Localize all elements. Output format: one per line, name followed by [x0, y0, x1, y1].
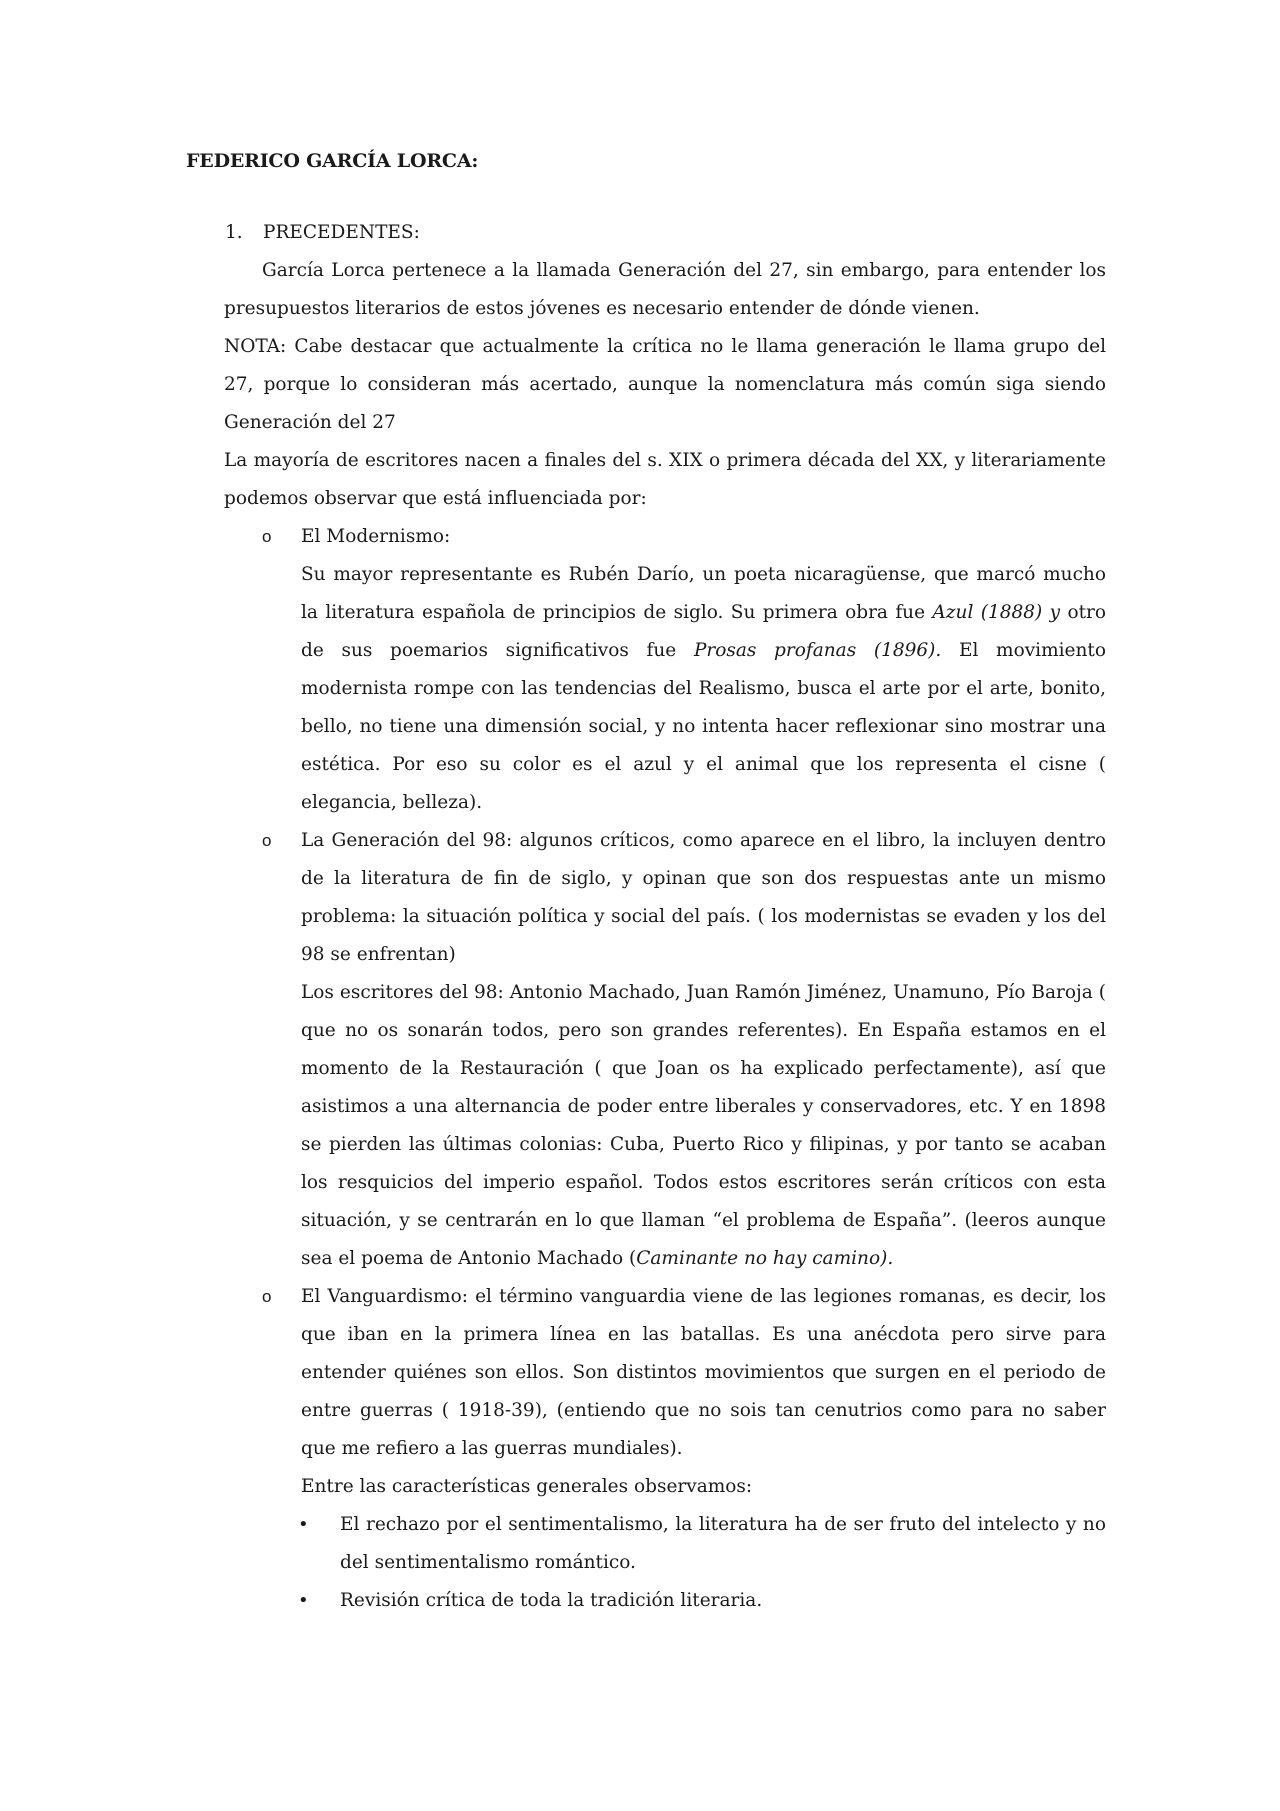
section-number: 1. [225, 222, 243, 243]
gen98-text: Los escritores del 98: Antonio Machado, Juan Ramón Jiménez, Unamuno, Pío Baroja ( que no os sonarán todos, pero son grandes referentes). En España estamos en el momento de la Restauración ( que Joan os ha explicado perfectamente), así que asistimos a una alternancia de poder entre liberales y conservadores, etc. Y en 1898 se pierden las últimas colonias: Cuba, Puerto Rico y filipinas, y por tanto se acaban los resquicios del imperio español. Todos estos escritores serán críticos con esta situación, y se centrarán en lo que llaman “el problema de España”. (leeros aunque sea el poema de Antonio Machado ( [301, 982, 1106, 1269]
modernismo-text-3: El movimiento modernista rompe con las tendencias del Realismo, busca el arte por el arte, bonito, bello, no tiene una dimensión social, y no intenta hacer reflexionar sino mostrar una estética. Por eso su color es el azul y el animal que los representa el cisne ( elegancia, belleza). [301, 640, 1106, 813]
document-page [186, 150, 1106, 1620]
section-heading [224, 214, 1106, 252]
list-item [262, 1506, 1106, 1582]
gen98-paragraph-2 [301, 974, 1106, 1278]
section-heading-text: PRECEDENTES: [263, 222, 420, 243]
document-title: FEDERICO GARCÍA LORCA: [186, 150, 479, 172]
modernismo-text-1: Su mayor representante es Rubén Darío, un poeta nicaragüense, que marcó mucho la literatura española de principios de siglo. Su primera obra fue [301, 564, 1106, 623]
caracteristicas-intro: Entre las características generales observamos: [301, 1476, 753, 1497]
list-item-vanguardismo [224, 1278, 1106, 1506]
caracteristicas-list [262, 1506, 1106, 1620]
poem-title: Caminante no hay camino). [636, 1248, 894, 1269]
list-item [262, 1582, 1106, 1620]
circle-bullet-icon: o [262, 527, 272, 546]
modernismo-paragraph [301, 556, 1106, 822]
caracteristica-text: El rechazo por el sentimentalismo, la literatura ha de ser fruto del intelecto y no del sentimentalismo romántico. [340, 1514, 1106, 1573]
work-title-prosas: Prosas profanas (1896). [693, 640, 942, 661]
circle-bullet-icon: o [262, 831, 272, 850]
list-item-modernismo [224, 518, 1106, 822]
mayoria-paragraph: La mayoría de escritores nacen a finales del s. XIX o primera década del XX, y literariamente podemos observar que está influenciada por: [224, 450, 1106, 509]
section-precedentes [224, 214, 1106, 1620]
dot-bullet-icon: • [298, 1514, 309, 1535]
vanguardismo-paragraph: El Vanguardismo: el término vanguardia viene de las legiones romanas, es decir, los que iban en la primera línea en las batallas. Es una anécdota pero sirve para entender quiénes son ellos. Son distintos movimientos que surgen en el periodo de entre guerras ( 1918-39), (entiendo que no sois tan cenutrios como para no saber que me refiero a las guerras mundiales). [301, 1286, 1106, 1459]
nota-paragraph: NOTA: Cabe destacar que actualmente la crítica no le llama generación le llama grupo del 27, porque lo consideran más acertado, aunque la nomenclatura más común siga siendo Generación del 27 [224, 336, 1106, 433]
circle-bullet-icon: o [262, 1287, 272, 1306]
influences-list [224, 518, 1106, 1506]
intro-paragraph: García Lorca pertenece a la llamada Generación del 27, sin embargo, para entender los presupuestos literarios de estos jóvenes es necesario entender de dónde vienen. [224, 260, 1106, 319]
gen98-paragraph-1: La Generación del 98: algunos críticos, como aparece en el libro, la incluyen dentro de la literatura de fin de siglo, y opinan que son dos respuestas ante un mismo problema: la situación política y social del país. ( los modernistas se evaden y los del 98 se enfrentan) [301, 830, 1106, 965]
caracteristica-text: Revisión crítica de toda la tradición literaria. [340, 1590, 763, 1611]
modernismo-label: El Modernismo: [301, 526, 451, 547]
work-title-azul: Azul (1888) y [932, 602, 1061, 623]
list-item-generacion-98 [224, 822, 1106, 1278]
dot-bullet-icon: • [298, 1590, 309, 1611]
modernismo-text-2: otro de sus poemarios significativos fue [301, 602, 1107, 661]
